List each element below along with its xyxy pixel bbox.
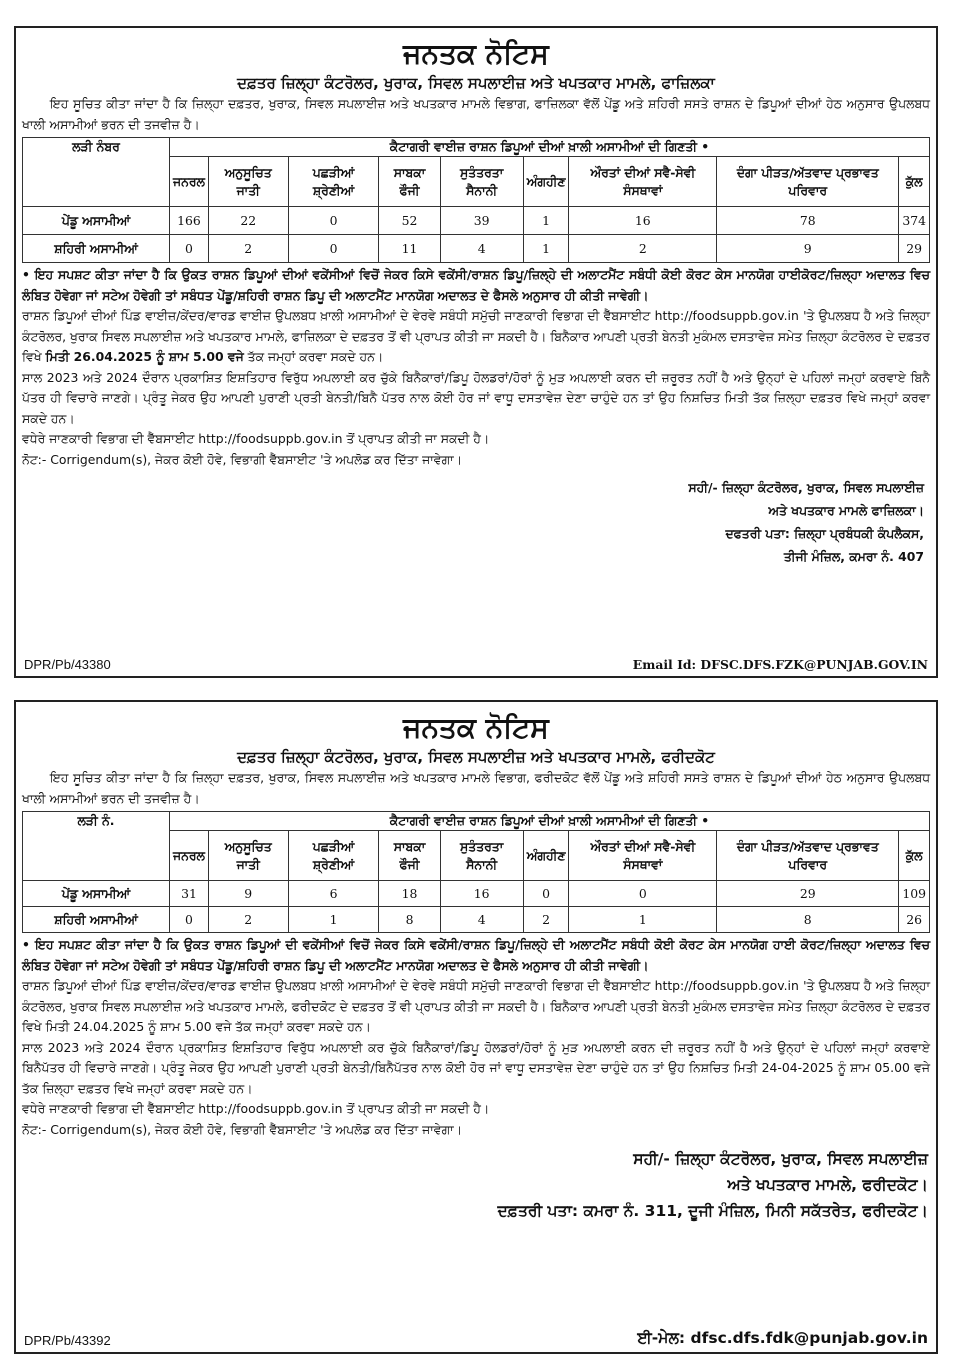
column-header: ਔਰਤਾਂ ਦੀਆਂ ਸਵੈ-ਸੇਵੀ ਸੰਸਥਾਵਾਂ <box>569 157 717 207</box>
notice-title: ਜਨਤਕ ਨੋਟਿਸ <box>403 37 549 70</box>
table-cell: 1 <box>523 235 569 263</box>
court-case-note: • ਇਹ ਸਪਸ਼ਟ ਕੀਤਾ ਜਾਂਦਾ ਹੈ ਕਿ ਉਕਤ ਰਾਸ਼ਨ ਡਿਪੂਆਂ ਦੀਆਂ ਵਕੇਂਸੀਆਂ ਵਿਚੋਂ ਜੇਕਰ ਕਿਸੇ ਵਕੇਂਸੀ/ਰਾਸ਼ਨ ਡਿਪੂ/ਜ਼ਿਲ੍ਹੇ ਦੀ ਅਲਾਟਮੈਂਟ ਸਬੰਧੀ ਕੋਈ ਕੋਰਟ ਕੇਸ ਮਾਨਯੋਗ ਹਾਈਕੋਰਟ/ਜ਼ਿਲ੍ਹਾ ਅਦਾਲਤ ਵਿਚ ਲੰਬਿਤ ਹੋਵੇਗਾ ਜਾਂ ਸਟੇਅ ਹੋਵੇਗੀ ਤਾਂ ਸਬੰਧਤ ਪੇਂਡੂ/ਸ਼ਹਿਰੀ ਰਾਸ਼ਨ ਡਿਪੂ ਦੀ ਅਲਾਟਮੈਂਟ ਮਾਨਯੋਗ ਅਦਾਲਤ ਦੇ ਫੈਸਲੇ ਅਨੁਸਾਰ ਹੀ ਕੀਤੀ ਜਾਵੇਗੀ। <box>22 267 930 303</box>
table-cell: 374 <box>899 207 930 235</box>
table-cell: 52 <box>379 207 440 235</box>
notice-title: ਜਨਤਕ ਨੋਟਿਸ <box>403 711 549 744</box>
office-address-2: ਤੀਜੀ ਮੰਜ਼ਿਲ, ਕਮਰਾ ਨੰ. 407 <box>783 549 924 564</box>
table-cell: 8 <box>379 907 440 933</box>
row-label: ਸ਼ਹਿਰੀ ਅਸਾਮੀਆਂ <box>23 235 170 263</box>
column-header: ਜਨਰਲ <box>170 157 209 207</box>
previous-applicants-paragraph: ਸਾਲ 2023 ਅਤੇ 2024 ਦੌਰਾਨ ਪ੍ਰਕਾਸ਼ਿਤ ਇਸ਼ਤਿਹਾਰ ਵਿਰੁੱਧ ਅਪਲਾਈ ਕਰ ਚੁੱਕੇ ਬਿਨੈਕਾਰਾਂ/ਡਿਪੂ ਹੋਲਡਰਾਂ/ਹੋਰਾਂ ਨੂੰ ਮੁੜ ਅਪਲਾਈ ਕਰਨ ਦੀ ਜ਼ਰੂਰਤ ਨਹੀਂ ਹੈ ਅਤੇ ਉਨ੍ਹਾਂ ਦੇ ਪਹਿਲਾਂ ਜਮ੍ਹਾਂ ਕਰਵਾਏ ਬਿਨੈ ਪੱਤਰ ਹੀ ਵਿਚਾਰੇ ਜਾਣਗੇ। ਪ੍ਰੰਤੂ ਜੇਕਰ ਉਹ ਆਪਣੀ ਪੁਰਾਣੀ ਪ੍ਰਤੀ ਬੇਨਤੀ/ਬਿਨੈ ਪੱਤਰ ਨਾਲ ਕੋਈ ਹੋਰ ਜਾਂ ਵਾਧੂ ਦਸਤਾਵੇਜ਼ ਦੇਣਾ ਚਾਹੁੰਦੇ ਹਨ ਤਾਂ ਉਹ ਨਿਸ਼ਚਿਤ ਮਿਤੀ ਤੱਕ ਜ਼ਿਲ੍ਹਾ ਦਫ਼ਤਰ ਵਿਖੇ ਜਮ੍ਹਾਂ ਕਰਵਾ ਸਕਦੇ ਹਨ। <box>22 369 930 426</box>
office-heading: ਦਫ਼ਤਰ ਜ਼ਿਲ੍ਹਾ ਕੰਟਰੋਲਰ, ਖੁਰਾਕ, ਸਿਵਲ ਸਪਲਾਈਜ਼ ਅਤੇ ਖਪਤਕਾਰ ਮਾਮਲੇ, ਫਾਜ਼ਿਲਕਾ <box>237 74 715 92</box>
table-cell: 39 <box>440 207 523 235</box>
vacancy-table <box>22 811 930 933</box>
notice-footer <box>24 652 928 672</box>
table-cell: 166 <box>170 207 209 235</box>
email-id: Email Id: DFSC.DFS.FZK@PUNJAB.GOV.IN <box>632 657 928 672</box>
info-text: ਰਾਸ਼ਨ ਡਿਪੂਆਂ ਦੀਆਂ ਪਿੰਡ ਵਾਈਜ਼/ਕੇਂਦਰ/ਵਾਰਡ ਵਾਈਜ਼ ਉਪਲਬਧ ਖ਼ਾਲੀ ਅਸਾਮੀਆਂ ਦੇ ਵੇਰਵੇ ਸਬੰਧੀ ਸਮੁੱਚੀ ਜਾਣਕਾਰੀ ਵਿਭਾਗ ਦੀ ਵੈੱਬਸਾਈਟ http://foodsuppb.gov.in 'ਤੇ ਉਪਲਬਧ ਹੈ ਅਤੇ ਜ਼ਿਲ੍ਹਾ ਕੰਟਰੋਲਰ, ਖੁਰਾਕ ਸਿਵਲ ਸਪਲਾਈਜ਼ ਅਤੇ ਖਪਤਕਾਰ ਮਾਮਲੇ, ਫਾਜ਼ਿਲਕਾ ਦੇ ਦਫ਼ਤਰ ਤੋਂ ਵੀ ਪ੍ਰਾਪਤ ਕੀਤੀ ਜਾ ਸਕਦੀ ਹੈ। ਬਿਨੈਕਾਰ ਆਪਣੀ ਪ੍ਰਤੀ ਬੇਨਤੀ ਮੁਕੰਮਲ ਦਸਤਾਵੇਜ਼ ਸਮੇਤ ਜ਼ਿਲ੍ਹਾ ਕੰਟਰੋਲਰ ਦੇ ਦਫ਼ਤਰ ਵਿਖੇ <box>22 308 930 364</box>
table-caption: ਕੈਟਾਗਰੀ ਵਾਈਜ਼ ਰਾਸ਼ਨ ਡਿਪੂਆਂ ਦੀਆਂ ਖ਼ਾਲੀ ਅਸਾਮੀਆਂ ਦੀ ਗਿਣਤੀ • <box>170 812 930 831</box>
column-header: ਅਨੁਸੂਚਿਤ ਜਾਤੀ <box>208 831 288 881</box>
table-cell: 109 <box>899 881 930 907</box>
table-cell: 0 <box>170 235 209 263</box>
table-cell: 8 <box>717 907 899 933</box>
office-address-1: ਦਫਤਰੀ ਪਤਾ: ਜ਼ਿਲ੍ਹਾ ਪ੍ਰਬੰਧਕੀ ਕੰਪਲੈਕਸ, <box>725 526 924 541</box>
intro-paragraph: ਇਹ ਸੂਚਿਤ ਕੀਤਾ ਜਾਂਦਾ ਹੈ ਕਿ ਜ਼ਿਲ੍ਹਾ ਦਫ਼ਤਰ, ਖੁਰਾਕ, ਸਿਵਲ ਸਪਲਾਈਜ਼ ਅਤੇ ਖਪਤਕਾਰ ਮਾਮਲੇ ਵਿਭਾਗ, ਫਰੀਦਕੋਟ ਵੱਲੋਂ ਪੇਂਡੂ ਅਤੇ ਸ਼ਹਿਰੀ ਸਸਤੇ ਰਾਸ਼ਨ ਦੇ ਡਿਪੂਆਂ ਦੀਆਂ ਹੇਠ ਅਨੁਸਾਰ ਉਪਲਬਧ ਖਾਲੀ ਅਸਾਮੀਆਂ ਭਰਨ ਦੀ ਤਜਵੀਜ਼ ਹੈ। <box>22 770 930 806</box>
row-label: ਪੇਂਡੂ ਅਸਾਮੀਆਂ <box>23 881 170 907</box>
row-label: ਪੇਂਡੂ ਅਸਾਮੀਆਂ <box>23 207 170 235</box>
table-cell: 0 <box>288 235 379 263</box>
table-cell: 16 <box>440 881 523 907</box>
column-header: ਅੰਗਹੀਣ <box>523 157 569 207</box>
column-header: ਸਾਬਕਾ ਫੌਜੀ <box>379 157 440 207</box>
table-row <box>23 881 930 907</box>
signature-line-1: ਸਹੀ/- ਜ਼ਿਲ੍ਹਾ ਕੰਟਰੋਲਰ, ਖੁਰਾਕ, ਸਿਵਲ ਸਪਲਾਈਜ਼ <box>633 1150 928 1168</box>
more-info-line: ਵਧੇਰੇ ਜਾਣਕਾਰੀ ਵਿਭਾਗ ਦੀ ਵੈੱਬਸਾਈਟ http://foodsuppb.gov.in ਤੋਂ ਪ੍ਰਾਪਤ ਕੀਤੀ ਜਾ ਸਕਦੀ ਹੈ। <box>22 1101 490 1116</box>
office-address: ਦਫ਼ਤਰੀ ਪਤਾ: ਕਮਰਾ ਨੰ. 311, ਦੂਜੀ ਮੰਜ਼ਿਲ, ਮਿਨੀ ਸਕੱਤਰੇਤ, ਫਰੀਦਕੋਟ। <box>497 1202 928 1220</box>
corrigendum-note: ਨੋਟ:- Corrigendum(s), ਜੇਕਰ ਕੋਈ ਹੋਵੇ, ਵਿਭਾਗੀ ਵੈੱਬਸਾਈਟ 'ਤੇ ਅਪਲੋਡ ਕਰ ਦਿੱਤਾ ਜਾਵੇਗਾ। <box>22 451 463 467</box>
table-cell: 16 <box>569 207 717 235</box>
table-cell: 2 <box>208 235 288 263</box>
dpr-number: DPR/Pb/43380 <box>24 657 111 672</box>
intro-paragraph: ਇਹ ਸੂਚਿਤ ਕੀਤਾ ਜਾਂਦਾ ਹੈ ਕਿ ਜ਼ਿਲ੍ਹਾ ਦਫ਼ਤਰ, ਖੁਰਾਕ, ਸਿਵਲ ਸਪਲਾਈਜ਼ ਅਤੇ ਖਪਤਕਾਰ ਮਾਮਲੇ ਵਿਭਾਗ, ਫਾਜ਼ਿਲਕਾ ਵੱਲੋਂ ਪੇਂਡੂ ਅਤੇ ਸ਼ਹਿਰੀ ਸਸਤੇ ਰਾਸ਼ਨ ਦੇ ਡਿਪੂਆਂ ਦੀਆਂ ਹੇਠ ਅਨੁਸਾਰ ਉਪਲਬਧ ਖਾਲੀ ਅਸਾਮੀਆਂ ਭਰਨ ਦੀ ਤਜਵੀਜ਼ ਹੈ। <box>22 96 930 132</box>
table-cell: 22 <box>208 207 288 235</box>
table-cell: 1 <box>569 907 717 933</box>
column-header: ਸੁਤੰਤਰਤਾ ਸੈਨਾਨੀ <box>440 157 523 207</box>
table-caption: ਕੈਟਾਗਰੀ ਵਾਈਜ਼ ਰਾਸ਼ਨ ਡਿਪੂਆਂ ਦੀਆਂ ਖ਼ਾਲੀ ਅਸਾਮੀਆਂ ਦੀ ਗਿਣਤੀ • <box>170 138 930 157</box>
table-cell: 0 <box>569 881 717 907</box>
vacancy-table <box>22 137 930 263</box>
corrigendum-note: ਨੋਟ:- Corrigendum(s), ਜੇਕਰ ਕੋਈ ਹੋਵੇ, ਵਿਭਾਗੀ ਵੈੱਬਸਾਈਟ 'ਤੇ ਅਪਲੋਡ ਕਰ ਦਿੱਤਾ ਜਾਵੇਗਾ। <box>22 1121 463 1137</box>
email-id: ਈ-ਮੇਲ: dfsc.dfs.fdk@punjab.gov.in <box>637 1329 928 1347</box>
table-cell: 2 <box>523 907 569 933</box>
table-cell: 0 <box>170 907 209 933</box>
signature-line-1: ਸਹੀ/- ਜ਼ਿਲ੍ਹਾ ਕੰਟਰੋਲਰ, ਖੁਰਾਕ, ਸਿਵਲ ਸਪਲਾਈਜ਼ <box>688 480 924 495</box>
column-header: ਜਨਰਲ <box>170 831 209 881</box>
office-heading: ਦਫ਼ਤਰ ਜ਼ਿਲ੍ਹਾ ਕੰਟਰੋਲਰ, ਖੁਰਾਕ, ਸਿਵਲ ਸਪਲਾਈਜ਼ ਅਤੇ ਖਪਤਕਾਰ ਮਾਮਲੇ, ਫਰੀਦਕੋਟ <box>237 748 715 766</box>
column-header: ਕੁੱਲ <box>899 831 930 881</box>
table-cell: 11 <box>379 235 440 263</box>
signature-line-2: ਅਤੇ ਖਪਤਕਾਰ ਮਾਮਲੇ, ਫਰੀਦਕੋਟ। <box>727 1176 928 1194</box>
table-cell: 9 <box>208 881 288 907</box>
dpr-number: DPR/Pb/43392 <box>24 1333 111 1348</box>
info-paragraph <box>22 306 930 368</box>
table-cell: 0 <box>523 881 569 907</box>
column-header: ਕੁੱਲ <box>899 157 930 207</box>
table-cell: 1 <box>288 907 379 933</box>
table-cell: 2 <box>208 907 288 933</box>
column-header: ਦੰਗਾ ਪੀੜਤ/ਅੱਤਵਾਦ ਪ੍ਰਭਾਵਤ ਪਰਿਵਾਰ <box>717 157 899 207</box>
previous-applicants-paragraph: ਸਾਲ 2023 ਅਤੇ 2024 ਦੌਰਾਨ ਪ੍ਰਕਾਸ਼ਿਤ ਇਸ਼ਤਿਹਾਰ ਵਿਰੁੱਧ ਅਪਲਾਈ ਕਰ ਚੁੱਕੇ ਬਿਨੈਕਾਰਾਂ/ਡਿਪੂ ਹੋਲਡਰਾਂ/ਹੋਰਾਂ ਨੂੰ ਮੁੜ ਅਪਲਾਈ ਕਰਨ ਦੀ ਜ਼ਰੂਰਤ ਨਹੀਂ ਹੈ ਅਤੇ ਉਨ੍ਹਾਂ ਦੇ ਪਹਿਲਾਂ ਜਮ੍ਹਾਂ ਕਰਵਾਏ ਬਿਨੈਪੱਤਰ ਹੀ ਵਿਚਾਰੇ ਜਾਣਗੇ। ਪ੍ਰੰਤੂ ਜੇਕਰ ਉਹ ਆਪਣੀ ਪੁਰਾਣੀ ਪ੍ਰਤੀ ਬੇਨਤੀ/ਬਿਨੈਪੱਤਰ ਨਾਲ ਕੋਈ ਹੋਰ ਜਾਂ ਵਾਧੂ ਦਸਤਾਵੇਜ਼ ਦੇਣਾ ਚਾਹੁੰਦੇ ਹਨ ਤਾਂ ਉਹ ਨਿਸ਼ਚਿਤ ਮਿਤੀ 24-04-2025 ਨੂੰ ਸ਼ਾਮ 05.00 ਵਜੇ ਤੱਕ ਜ਼ਿਲ੍ਹਾ ਦਫ਼ਤਰ ਵਿਖੇ ਜਮ੍ਹਾਂ ਕਰਵਾ ਸਕਦੇ ਹਨ। <box>22 1039 930 1096</box>
table-cell: 4 <box>440 235 523 263</box>
more-info-line: ਵਧੇਰੇ ਜਾਣਕਾਰੀ ਵਿਭਾਗ ਦੀ ਵੈੱਬਸਾਈਟ http://foodsuppb.gov.in ਤੋਂ ਪ੍ਰਾਪਤ ਕੀਤੀ ਜਾ ਸਕਦੀ ਹੈ। <box>22 431 490 446</box>
table-cell: 31 <box>170 881 209 907</box>
table-cell: 0 <box>288 207 379 235</box>
table-cell: 26 <box>899 907 930 933</box>
table-cell: 78 <box>717 207 899 235</box>
table-cell: 29 <box>899 235 930 263</box>
court-case-note: • ਇਹ ਸਪਸ਼ਟ ਕੀਤਾ ਜਾਂਦਾ ਹੈ ਕਿ ਉਕਤ ਰਾਸ਼ਨ ਡਿਪੂਆਂ ਦੀ ਵਕੇਂਸੀਆਂ ਵਿਚੋਂ ਜੇਕਰ ਕਿਸੇ ਵਕੇਂਸੀ/ਰਾਸ਼ਨ ਡਿਪੂ/ਜ਼ਿਲ੍ਹੇ ਦੀ ਅਲਾਟਮੈਂਟ ਸਬੰਧੀ ਕੋਈ ਕੋਰਟ ਕੇਸ ਮਾਨਯੋਗ ਹਾਈ ਕੋਰਟ/ਜ਼ਿਲ੍ਹਾ ਅਦਾਲਤ ਵਿਚ ਲੰਬਿਤ ਹੋਵੇਗਾ ਜਾਂ ਸਟੇਅ ਹੋਵੇਗੀ ਤਾਂ ਸਬੰਧਤ ਪੇਂਡੂ/ਸ਼ਹਿਰੀ ਰਾਸ਼ਨ ਡਿਪੂ ਦੀ ਅਲਾਟਮੈਂਟ ਮਾਨਯੋਗ ਅਦਾਲਤ ਦੇ ਫੈਸਲੇ ਅਨੁਸਾਰ ਹੀ ਕੀਤੀ ਜਾਵੇਗੀ। <box>22 937 930 973</box>
table-cell: 1 <box>523 207 569 235</box>
column-header: ਅੰਗਹੀਣ <box>523 831 569 881</box>
column-header: ਸਾਬਕਾ ਫੌਜੀ <box>379 831 440 881</box>
table-row <box>23 207 930 235</box>
table-row <box>23 907 930 933</box>
notice-footer <box>24 1328 928 1348</box>
notice-faridkot <box>14 700 938 1354</box>
signature-line-2: ਅਤੇ ਖਪਤਕਾਰ ਮਾਮਲੇ ਫਾਜ਼ਿਲਕਾ। <box>768 503 924 518</box>
table-cell: 9 <box>717 235 899 263</box>
column-header: ਦੰਗਾ ਪੀੜਤ/ਅੱਤਵਾਦ ਪ੍ਰਭਾਵਤ ਪਰਿਵਾਰ <box>717 831 899 881</box>
info-paragraph: ਰਾਸ਼ਨ ਡਿਪੂਆਂ ਦੀਆਂ ਪਿੰਡ ਵਾਈਜ਼/ਕੇਂਦਰ/ਵਾਰਡ ਵਾਈਜ਼ ਉਪਲਬਧ ਖ਼ਾਲੀ ਅਸਾਮੀਆਂ ਦੇ ਵੇਰਵੇ ਸਬੰਧੀ ਸਮੁੱਚੀ ਜਾਣਕਾਰੀ ਵਿਭਾਗ ਦੀ ਵੈੱਬਸਾਈਟ http://foodsuppb.gov.in 'ਤੇ ਉਪਲਬਧ ਹੈ ਅਤੇ ਜ਼ਿਲ੍ਹਾ ਕੰਟਰੋਲਰ, ਖੁਰਾਕ ਸਿਵਲ ਸਪਲਾਈਜ਼ ਅਤੇ ਖਪਤਕਾਰ ਮਾਮਲੇ, ਫਰੀਦਕੋਟ ਦੇ ਦਫ਼ਤਰ ਤੋਂ ਵੀ ਪ੍ਰਾਪਤ ਕੀਤੀ ਜਾ ਸਕਦੀ ਹੈ। ਬਿਨੈਕਾਰ ਆਪਣੀ ਪ੍ਰਤੀ ਬੇਨਤੀ ਮੁਕੰਮਲ ਦਸਤਾਵੇਜ਼ ਸਮੇਤ ਜ਼ਿਲ੍ਹਾ ਕੰਟਰੋਲਰ ਦੇ ਦਫ਼ਤਰ ਵਿਖੇ ਮਿਤੀ 24.04.2025 ਨੂੰ ਸ਼ਾਮ 5.00 ਵਜੇ ਤੱਕ ਜਮ੍ਹਾਂ ਕਰਵਾ ਸਕਦੇ ਹਨ। <box>22 978 930 1034</box>
column-header: ਅਨੁਸੂਚਿਤ ਜਾਤੀ <box>208 157 288 207</box>
table-cell: 6 <box>288 881 379 907</box>
column-header: ਪਛੜੀਆਂ ਸ਼੍ਰੇਣੀਆਂ <box>288 831 379 881</box>
row-label: ਸ਼ਹਿਰੀ ਅਸਾਮੀਆਂ <box>23 907 170 933</box>
table-row <box>23 235 930 263</box>
table-cell: 29 <box>717 881 899 907</box>
table-cell: 18 <box>379 881 440 907</box>
notice-fazilka <box>14 26 938 678</box>
column-header: ਔਰਤਾਂ ਦੀਆਂ ਸਵੈ-ਸੇਵੀ ਸੰਸਥਾਵਾਂ <box>569 831 717 881</box>
table-cell: 4 <box>440 907 523 933</box>
column-header: ਸੁਤੰਤਰਤਾ ਸੈਨਾਨੀ <box>440 831 523 881</box>
deadline-text: ਮਿਤੀ 26.04.2025 ਨੂੰ ਸ਼ਾਮ 5.00 ਵਜੇ <box>45 349 244 364</box>
serial-header: ਲੜੀ ਨੰਬਰ <box>23 138 170 207</box>
column-header: ਪਛੜੀਆਂ ਸ਼੍ਰੇਣੀਆਂ <box>288 157 379 207</box>
serial-header: ਲੜੀ ਨੰ. <box>23 812 170 881</box>
info-text-end: ਤੱਕ ਜਮ੍ਹਾਂ ਕਰਵਾ ਸਕਦੇ ਹਨ। <box>243 349 384 364</box>
table-cell: 2 <box>569 235 717 263</box>
